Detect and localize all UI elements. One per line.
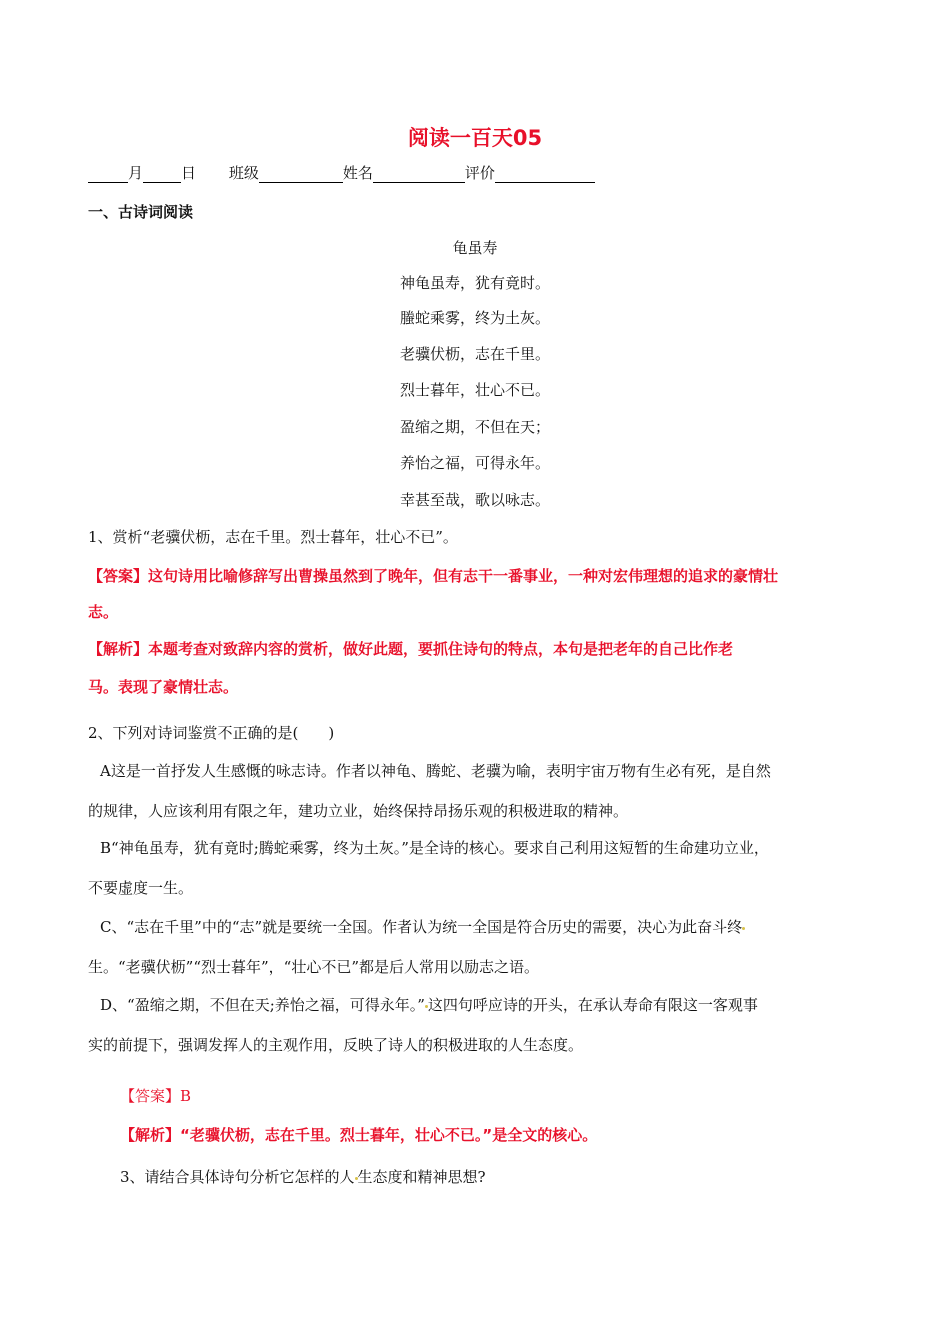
q2-analysis: 【解析】“老骥伏枥，志在千里。烈士暮年，壮心不已。”是全文的核心。 xyxy=(120,1126,598,1144)
q1-answer-line2: 志。 xyxy=(88,603,119,621)
option-c-line1 xyxy=(100,916,745,937)
dot-mark xyxy=(742,927,745,930)
option-d-line1 xyxy=(100,994,758,1015)
question-3-text-a: 3、请结合具体诗句分析它怎样的人 xyxy=(120,1168,355,1186)
q2-answer: 【答案】B xyxy=(120,1087,192,1105)
class-label: 班级 xyxy=(228,164,259,182)
option-a-line1: A这是一首抒发人生感慨的咏志诗。作者以神龟、腾蛇、老骥为喻，表明宇宙万物有生必有死，是自然 xyxy=(100,762,771,780)
q1-answer-line1: 【答案】这句诗用比喻修辞写出曹操虽然到了晚年，但有志干一番事业，一种对宏伟理想的追求的豪情壮 xyxy=(88,567,779,585)
eval-label: 评价 xyxy=(464,164,495,182)
name-label: 姓名 xyxy=(342,164,373,182)
poem-line: 螣蛇乘雾，终为土灰。 xyxy=(399,309,550,327)
question-1: 1、赏析“老骥伏枥，志在千里。烈士暮年，壮心不已”。 xyxy=(88,528,458,546)
poem-line: 烈士暮年，壮心不已。 xyxy=(399,381,550,399)
option-b-line1: B“神龟虽寿，犹有竟时;腾蛇乘雾，终为土灰。”是全诗的核心。要求自己利用这短暂的生命建功立业， xyxy=(100,839,769,857)
q1-analysis-line2: 马。表现了豪情壮志。 xyxy=(88,678,239,696)
option-b-line2: 不要虚度一生。 xyxy=(88,879,194,897)
poem-line: 盈缩之期，不但在天； xyxy=(399,418,550,436)
info-line xyxy=(88,162,595,183)
section-heading: 一、古诗词阅读 xyxy=(88,203,194,221)
poem-line: 养怡之福，可得永年。 xyxy=(399,454,550,472)
poem-line: 神龟虽寿，犹有竟时。 xyxy=(399,274,550,292)
day-label: 日 xyxy=(181,164,197,182)
eval-blank[interactable] xyxy=(495,165,595,183)
poem-line: 幸甚至哉，歌以咏志。 xyxy=(399,491,550,509)
day-blank[interactable] xyxy=(143,165,181,183)
poem-title: 龟虽寿 xyxy=(452,239,498,257)
option-d-text-b: 这四句呼应诗的开头，在承认寿命有限这一客观事 xyxy=(427,996,758,1014)
question-2: 2、下列对诗词鉴赏不正确的是( ) xyxy=(88,724,335,742)
option-d-line2: 实的前提下，强调发挥人的主观作用，反映了诗人的积极进取的人生态度。 xyxy=(88,1036,584,1054)
page-title: 阅读一百天05 xyxy=(407,126,543,150)
month-label: 月 xyxy=(128,164,144,182)
option-c-text: C、“志在千里”中的“志”就是要统一全国。作者认为统一全国是符合历史的需要，决心为此奋斗终 xyxy=(100,918,743,936)
option-d-text-a: D、“盈缩之期，不但在天;养怡之福，可得永年。” xyxy=(100,996,425,1014)
poem-line: 老骥伏枥，志在千里。 xyxy=(399,345,550,363)
month-blank[interactable] xyxy=(88,165,128,183)
class-blank[interactable] xyxy=(259,165,343,183)
name-blank[interactable] xyxy=(373,165,465,183)
option-c-line2: 生。“老骥伏枥”“烈士暮年”，“壮心不已”都是后人常用以励志之语。 xyxy=(88,958,540,976)
q1-analysis-line1: 【解析】本题考查对致辞内容的赏析，做好此题，要抓住诗句的特点，本句是把老年的自己比作老 xyxy=(88,640,734,658)
question-3-text-b: 生态度和精神思想? xyxy=(357,1168,486,1186)
option-a-line2: 的规律，人应该利用有限之年，建功立业，始终保持昂扬乐观的积极进取的精神。 xyxy=(88,802,629,820)
question-3 xyxy=(120,1166,486,1187)
